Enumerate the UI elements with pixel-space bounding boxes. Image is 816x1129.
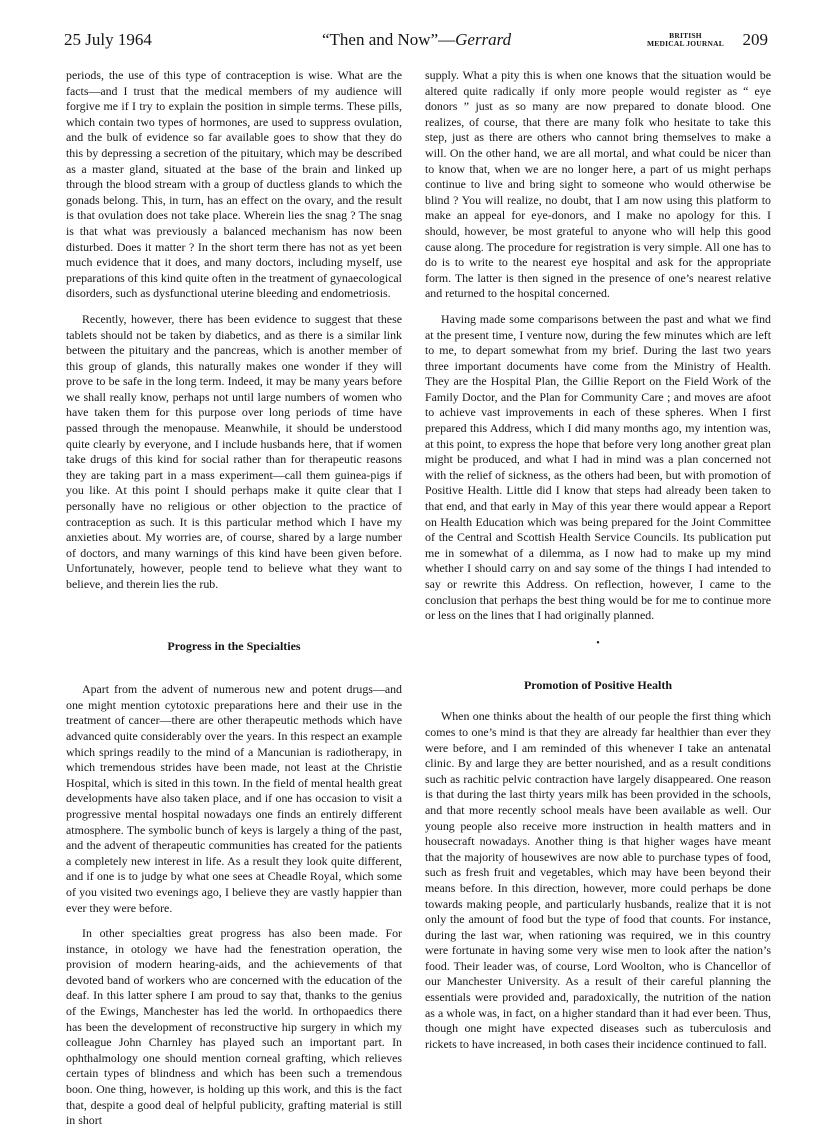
page-number: 209 [742,30,768,49]
running-title [322,30,511,50]
journal-logo-line1: BRITISH [669,31,702,40]
right-column [425,68,771,1052]
paragraph: Having made some comparisons between the past and what we find at the present time, I venture now, during the few minutes which are left to me, to depart somewhat from my brief. During the last two years three important documents have come from the Ministry of Health. They are the Hospital Plan, the Gillie Report on the Field Work of the Family Doctor, and the Plan for Community Care ; and moves are afoot to achieve vast improvements in each of these spheres. When I first prepared this Address, which I did many months ago, my intention was, at this point, to express the hope that before very long another great plan might be produced, and what I had in mind was a plan concerned not with the relief of sickness, as the others had been, but with promotion of Positive Health. Little did I know that steps had already been taken to that end, and that early in May of this year there would appear a Report on Health Education which was being prepared for the Joint Committee of the Central and Scottish Health Service Councils. Its publication put me in somewhat of a dilemma, as I now had to make up my mind whether I should carry on and say some of the things I had intended to say or rewrite this Address. On reflection, however, I came to the conclusion that perhaps the best thing would be for me to continue more or less on the lines that I had originally planned. [425,311,771,623]
section-heading: Promotion of Positive Health [523,677,673,692]
paragraph: Apart from the advent of numerous new and potent drugs—and one might mention cytotoxic preparations here and their use in the treatment of cancer—there are other therapeutic methods which have advanced quite considerably over the years. In this respect an example which springs readily to the mind of a Mancunian is radiotherapy, in which tremendous strides have been made, not least at the Christie Hospital, which is sited in this town. In the field of mental health great developments have also taken place, and if one has occasion to visit a progressive mental hospital nowadays one finds an entirely different atmosphere. The symbolic bunch of keys is largely a thing of the past, and the advent of therapeutic communities has created for the patients a completely new interest in life. As a result they look quite different, and if one is to judge by what one sees at Cheadle Royal, which some of you visited two evenings ago, I believe they are vastly happier than ever they were before. [66,682,402,915]
section-heading: Progress in the Specialties [167,638,301,653]
journal-logo-line2: MEDICAL JOURNAL [647,39,724,48]
paragraph: supply. What a pity this is when one knows that the situation would be altered quite radically if only more people would register as “ eye donors ” just as so many are now prepared to donate blood. One realizes, of course, that there are many folk who hesitate to take this step, just as there are others who cannot bring themselves to make a will. On the other hand, we are all mortal, and what could be nicer than to know that, when we are no longer here, a part of us might perhaps continue to live and bring sight to someone who would otherwise be blind ? You will realize, no doubt, that I am now using this platform to make an appeal for eye-donors, and I make no apology for this. I should, however, be most grateful to anyone who will help this good cause along. The procedure for registration is very simple. All one has to do is to write to the nearest eye hospital and ask for the appropriate form. The latter is then signed in the presence of one’s nearest relative and returned to the hospital concerned. [425,68,771,301]
page-header [64,30,768,56]
issue-date: 25 July 1964 [64,30,152,49]
paragraph: In other specialties great progress has also been made. For instance, in otology we have had the fenestration operation, the provision of modern hearing-aids, and the achievements of that devoted band of workers who are concerned with the education of the deaf. In this latter sphere I am proud to say that, thanks to the genius of the Ewings, Manchester has led the world. In orthopaedics there has been the development of reconstructive hip surgery in which my colleague John Charnley has played such an important part. In ophthalmology one should mention corneal grafting, which relieves certain types of blindness and which has been such a tremendous boon. One thing, however, is holding up this work, and this is the fact that, despite a good deal of helpful publicity, grafting material is still in short [66,926,402,1128]
journal-logo [647,32,724,48]
section-divider: • [596,637,600,649]
paragraph: periods, the use of this type of contraception is wise. What are the facts—and I trust that the medical members of my audience will forgive me if I try to explain the position in simple terms. These pills, which contain two types of hormones, are used to suppress ovulation, and the bulk of evidence so far available goes to show that they do this by depressing a secretion of the pituitary, which may be described as a master gland, situated at the base of the brain and linked up through the blood stream with a group of ductless glands to which the gonads belong. This, in turn, has an effect on the ovary, and the result is that ovulation does not take place. Wherein lies the snag ? The snag is that what was previously a balanced mechanism has now been disturbed. Does it matter ? In the short term there has not as yet been much evidence that it does, and many doctors, including myself, use preparations of this kind quite often in the treatment of gynaecological disorders, such as dysfunctional uterine bleeding and endometriosis. [66,68,402,301]
running-title-author: Gerrard [455,30,512,49]
running-title-text: “Then and Now”— [322,30,456,49]
paragraph: When one thinks about the health of our people the first thing which comes to one’s mind is that they are already far healthier than ever they were before, and I am reminded of this whenever I take an antenatal clinic. By and large they are better nourished, and as a result conditions such as rachitic pelvic contraction have largely disappeared. One reason is that during the last thirty years milk has been provided in the schools, and that more recently school meals have been available as well. Our young people also receive more instruction in health matters and in housecraft nowadays. Another thing is that higher wages have meant that the majority of housewives are now able to purchase types of food, such as fresh fruit and vegetables, which may have been beyond their means before. In this direction, however, more could perhaps be done towards making people, and particularly husbands, realize that it is not only the amount of food but the type of food that counts. For instance, during the last war, when rationing was required, we in this country were fortunate in having some very wise men to look after the nation’s food. Their leader was, of course, Lord Woolton, who is Chancellor of our Manchester University. As a result of their careful planning the essentials were provided and, paradoxically, the nutrition of the nation as a whole was, in fact, on a higher standard than it had ever been. Thus, though one might have expected diseases such as tuberculosis and rickets to have increased, in both cases their incidence continued to fall. [425,709,771,1051]
left-column [66,68,402,1129]
paragraph: Recently, however, there has been evidence to suggest that these tablets should not be taken by diabetics, and as there is a similar link between the pituitary and the pancreas, which is another member of this group of glands, this naturally makes one wonder if they will prove to be safe in the long term. Indeed, it may be many years before we shall really know, perhaps not until large numbers of women who have taken them for this purpose over long periods of time have passed through the menopause. Meanwhile, it should be understood quite clearly by everyone, and I include husbands here, that if women take drugs of this kind for social rather than for therapeutic reasons they are taking part in a mass experiment—call them guinea-pigs if you like. At this point I should perhaps make it quite clear that I personally have no religious or other objection to the practice of contraception as such. It is this particular method which I have my anxieties about. My worries are, of course, shared by a large number of doctors, and many warnings of this kind have been given before. Unfortunately, however, people tend to believe what they want to believe, and therein lies the rub. [66,311,402,591]
